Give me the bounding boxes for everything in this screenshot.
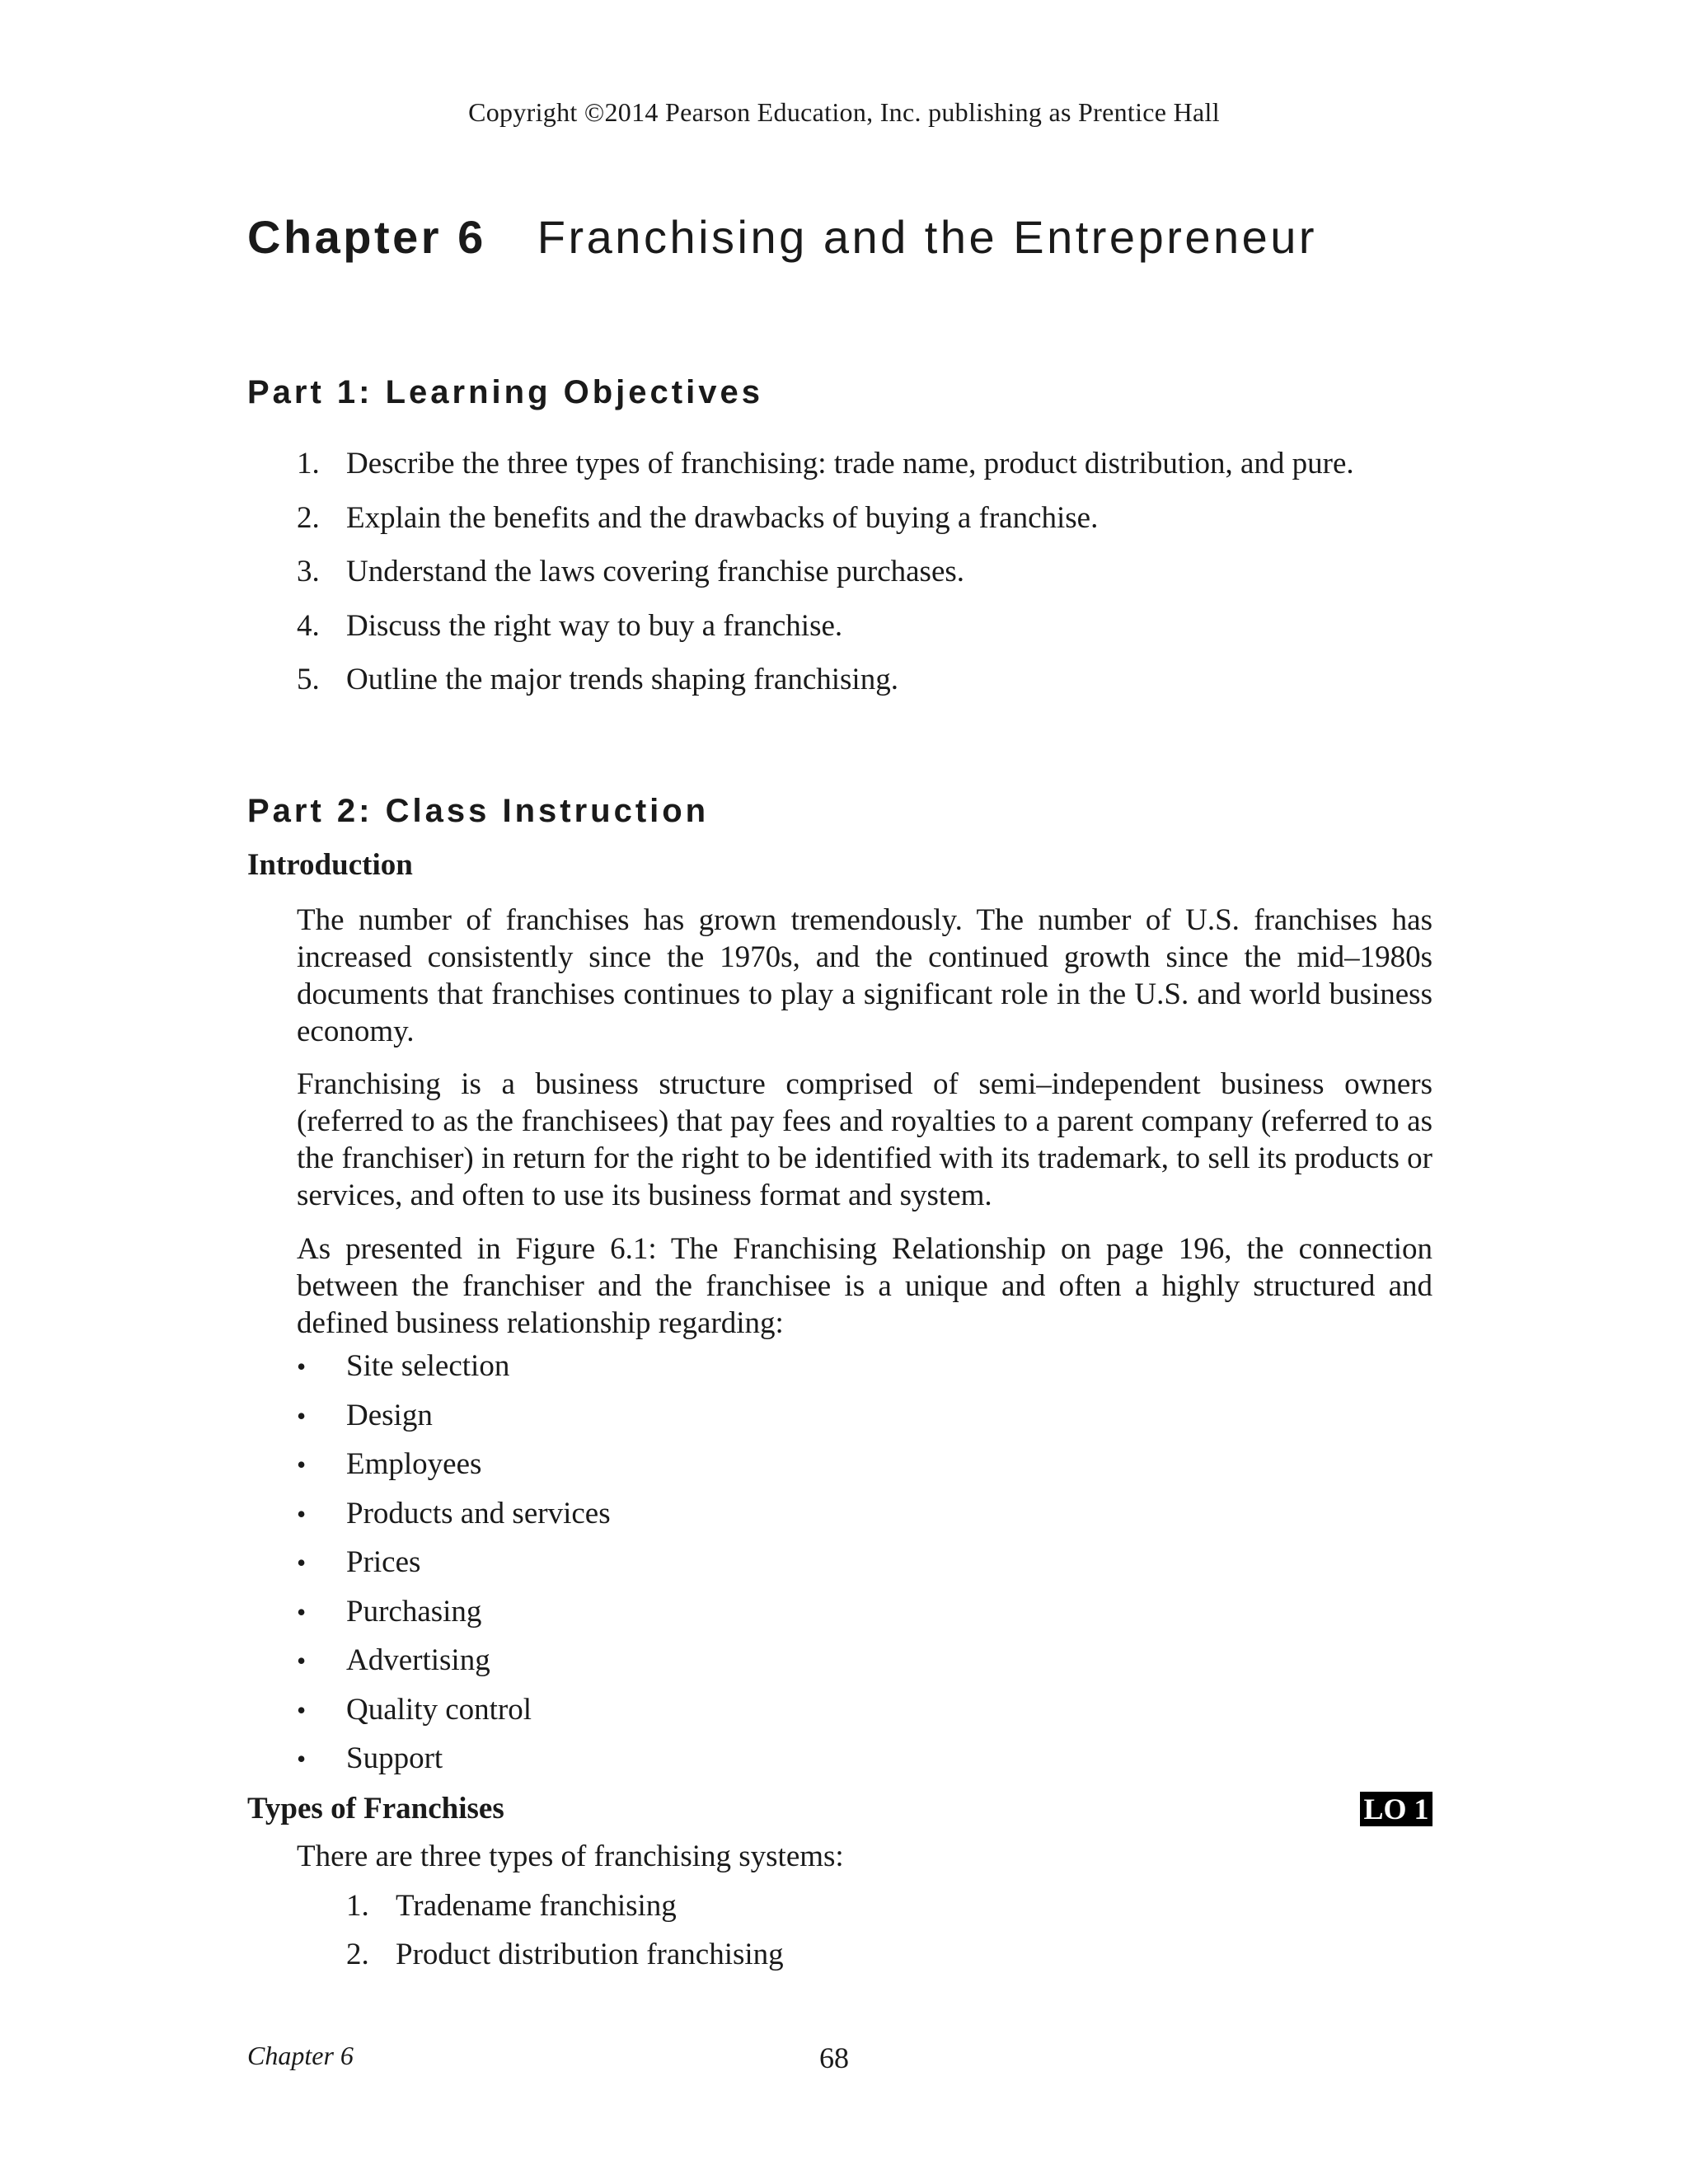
list-item [297,1346,611,1395]
item-text: Quality control [346,1692,532,1727]
item-text: Explain the benefits and the drawbacks of buying a franchise. [346,500,1099,535]
item-number: 4. [297,608,320,643]
copyright-notice: Copyright ©2014 Pearson Education, Inc. publishing as Prentice Hall [468,97,1220,127]
bullet-glyph: • [297,1744,307,1774]
item-text: Outline the major trends shaping franchising. [346,663,898,696]
part1-heading: Part 1: Learning Objectives [247,374,763,410]
bullet-glyph: • [297,1596,307,1627]
intro-paragraph-1: The number of franchises has grown tremendously. The number of U.S. franchises has increased consistently since the 1970s, and the continued growth since the mid–1980s documents that franchises continues to play a significant role in the U.S. and world business economy. [297,903,1432,1048]
chapter-heading [247,210,1317,264]
item-text: Tradename franchising [396,1889,677,1923]
list-item [297,1542,611,1591]
intro-paragraph-2: Franchising is a business structure comprised of semi–independent business owners (referred to as the franchisees) that pay fees and royalties to a parent company (referred to as the franchiser) in return for the right to be identified with its trademark, to sell its products or services, and often to use its business format and system. [297,1067,1432,1212]
list-item [297,1738,611,1788]
item-text: Support [346,1741,443,1775]
bullet-glyph: • [297,1400,307,1431]
item-number: 5. [297,663,320,696]
bullet-glyph: • [297,1548,307,1577]
item-text: Product distribution franchising [396,1938,784,1971]
franchise-types-list [346,1886,784,1983]
intro-paragraph-3: As presented in Figure 6.1: The Franchising Relationship on page 196, the connection between the franchiser and the franchisee is a unique and often a highly structured and defined business relationship regarding: [297,1232,1432,1340]
bullet-glyph: • [297,1646,307,1675]
list-item [297,1493,611,1543]
item-text: Describe the three types of franchising: trade name, product distribution, and pure. [346,447,1354,480]
bullet-glyph: • [297,1352,307,1381]
introduction-heading: Introduction [247,848,413,882]
item-text: Discuss the right way to buy a franchise. [346,608,843,643]
list-item [297,443,1451,498]
bullet-glyph: • [297,1498,307,1529]
list-item [297,606,1451,660]
learning-objective-badge: LO 1 [1360,1792,1432,1826]
item-text: Design [346,1398,433,1432]
list-item [297,551,1451,606]
bullet-glyph: • [297,1450,307,1479]
chapter-title: Franchising and the Entrepreneur [537,211,1318,263]
item-text: Understand the laws covering franchise purchases. [346,555,965,588]
list-item [297,1690,611,1739]
list-item [297,1444,611,1493]
types-of-franchises-heading: Types of Franchises [247,1792,504,1825]
item-text: Site selection [346,1349,510,1383]
relationship-bullet-list [297,1346,611,1788]
item-text: Purchasing [346,1594,482,1629]
list-item [297,1395,611,1445]
item-text: Advertising [346,1643,490,1677]
item-text: Products and services [346,1496,611,1530]
item-number: 2. [297,500,320,535]
item-number: 2. [346,1938,369,1971]
page-number: 68 [819,2041,849,2074]
list-item [297,1640,611,1690]
footer-chapter-label: Chapter 6 [247,2041,354,2070]
item-number: 3. [297,555,320,588]
list-item [297,498,1451,552]
list-item [297,1591,611,1641]
learning-objectives-list [297,443,1451,714]
bullet-glyph: • [297,1694,307,1725]
list-item [346,1886,784,1934]
types-intro-text: There are three types of franchising systems: [297,1840,844,1873]
item-number: 1. [346,1889,369,1923]
list-item [297,659,1451,714]
item-text: Prices [346,1545,421,1579]
chapter-number: Chapter 6 [247,211,486,263]
item-text: Employees [346,1447,482,1481]
item-number: 1. [297,447,320,480]
list-item [346,1934,784,1983]
part2-heading: Part 2: Class Instruction [247,793,710,829]
